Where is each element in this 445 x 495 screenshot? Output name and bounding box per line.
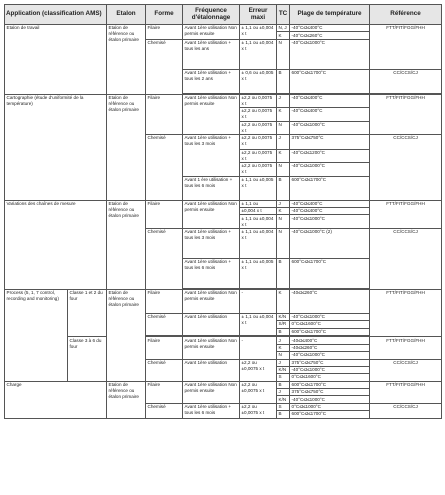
tc-cell: N — [277, 39, 290, 69]
tc-cell: B — [277, 381, 290, 388]
forme-cell: Chemisé — [146, 313, 183, 336]
tc-cell: B — [277, 69, 290, 93]
forme-cell: Filaire — [146, 337, 183, 359]
erreur-cell: - — [240, 289, 277, 313]
plage-cell: 600°C≤t≤1700°C — [290, 328, 370, 335]
reference-cell: FTT/FIT/FGG/FHH — [370, 94, 442, 134]
forme-cell: Filaire — [146, 289, 183, 313]
tc-cell: N — [277, 215, 290, 228]
tc-cell: N — [277, 163, 290, 176]
tc-cell: S/R — [277, 321, 290, 328]
frequence-cell: Avant 1ère utilisation Non permis ensuite — [183, 94, 240, 134]
plage-cell: 0°C≤t≤1000°C — [290, 403, 370, 410]
etalon-cell: Etalon de référence ou étalon primaire — [107, 289, 146, 381]
tc-cell: J — [277, 359, 290, 366]
plage-cell: -40°C≤t≤400°C — [290, 25, 370, 32]
frequence-cell: Avant 1ère utilisation + tous les 6 mois — [183, 403, 240, 418]
tc-cell: J — [277, 94, 290, 107]
erreur-cell: ± 1,1 ou ±0,004 x t — [240, 39, 277, 69]
tc-cell: J — [277, 134, 290, 149]
header-frequence: Fréquence d'étalonnage — [183, 5, 240, 25]
tc-cell: S — [277, 403, 290, 410]
tc-cell: B — [277, 328, 290, 335]
erreur-cell: ± 1,1 ou ±0,004 x t — [240, 215, 277, 228]
frequence-cell: Avant 1ère utilisation Non permis ensuite — [183, 289, 240, 313]
frequence-cell: Avant 1ère utilisation Non permis ensuite — [183, 337, 240, 359]
forme-cell: Filaire — [146, 200, 183, 228]
frequence-cell: Avant 1ère utilisation + tous les 6 mois — [183, 258, 240, 288]
tc-cell: N — [277, 121, 290, 134]
plage-cell: -40°C≤t≤260°C — [290, 32, 370, 39]
plage-cell: -40°C≤t≤1000°C — [290, 39, 370, 69]
erreur-cell: ±2,2 ou 0,0075 x t — [240, 121, 277, 134]
frequence-cell: Avant 1ère utilisation — [183, 313, 240, 336]
reference-cell: CC/CCS/CJ — [370, 359, 442, 381]
plage-cell: -40°C≤t≤1000°C — [290, 396, 370, 403]
tc-cell: B — [277, 411, 290, 418]
application-cell: Charge — [5, 381, 107, 418]
plage-cell: 375°C≤t≤750°C — [290, 359, 370, 366]
erreur-cell: ±2,2 ou ±0,0075 x t — [240, 403, 277, 418]
frequence-cell: Avant 1ère utilisation Non permis ensuite — [183, 381, 240, 403]
forme-cell: Chemisé — [146, 228, 183, 289]
etalon-cell: Etalon de référence ou étalon primaire — [107, 381, 146, 418]
erreur-cell: ±2,2 ou 0,0075 x t — [240, 149, 277, 162]
tc-cell: K — [277, 289, 290, 313]
tc-cell: K — [277, 108, 290, 121]
tc-cell: J — [277, 337, 290, 344]
plage-cell: 600°C≤t≤1700°C — [290, 381, 370, 388]
plage-cell: -40°C≤t≤1000°C — [290, 163, 370, 176]
reference-cell: FTT/FIT/FGG/FHH — [370, 381, 442, 403]
application-cell: Etalon de travail — [5, 25, 107, 95]
tc-cell: S — [277, 374, 290, 381]
reference-cell: CC/CCS/CJ — [370, 69, 442, 93]
tc-cell: K/N — [277, 366, 290, 373]
erreur-cell: ± 0,6 ou ±0,005 x t — [240, 69, 277, 93]
reference-cell: FTT/FIT/FGG/FHH — [370, 289, 442, 337]
forme-cell: Filaire — [146, 381, 183, 403]
plage-cell: -40°C≤t≤1000°C — [290, 366, 370, 373]
plage-cell: 600°C≤t≤1700°C — [290, 69, 370, 93]
reference-cell: FTT/FIT/FGG/FHH — [370, 25, 442, 70]
frequence-cell: Avant 1ère utilisation + tous les 3 mois — [183, 228, 240, 258]
plage-cell: -40°C≤t≤1200°C — [290, 149, 370, 162]
tc-cell: J — [277, 200, 290, 207]
tc-cell: K — [277, 208, 290, 215]
erreur-cell: ± 1,1 ou ±0,004 x t — [240, 228, 277, 258]
plage-cell: -40°C≤t≤400°C — [290, 208, 370, 215]
tc-cell: K — [277, 32, 290, 39]
erreur-cell: ±2,2 ou 0,0075 x t — [240, 163, 277, 176]
erreur-cell: - — [240, 337, 277, 359]
tc-cell: K — [277, 149, 290, 162]
plage-cell: -40°C≤t≤1000°C — [290, 352, 370, 359]
frequence-cell: Avant 1ère utilisation Non permis ensuite — [183, 200, 240, 228]
reference-cell: FTT/FIT/FGG/FHH — [370, 200, 442, 228]
tc-cell: K — [277, 344, 290, 351]
plage-cell: -40°C≤t≤1000°C — [290, 313, 370, 320]
frequence-cell: Avant 1ère utilisation + tous les 3 mois — [183, 134, 240, 176]
erreur-cell: ± 1,1 ou ±0,005 x t — [240, 258, 277, 288]
etalon-cell: Etalon de référence ou étalon primaire — [107, 94, 146, 200]
plage-cell: -40≤t≤400°C — [290, 337, 370, 344]
plage-cell: 0°C≤t≤1600°C — [290, 374, 370, 381]
calibration-requirements-table — [4, 4, 442, 419]
plage-cell: 600°C≤t≤1700°C — [290, 176, 370, 200]
forme-cell: Chemisé — [146, 39, 183, 94]
reference-cell: CC/CCS/CJ — [370, 228, 442, 289]
plage-cell: -40°C≤t≤1000°C — [290, 121, 370, 134]
tc-cell: N — [277, 352, 290, 359]
plage-cell: -40≤t≤260°C — [290, 344, 370, 351]
plage-cell: -40°C≤t≤400°C — [290, 200, 370, 207]
tc-cell: N, J — [277, 25, 290, 32]
erreur-cell: ± 1,1 ou — [240, 200, 277, 207]
reference-cell: CC/CCS/CJ — [370, 134, 442, 200]
forme-cell: Chemisé — [146, 359, 183, 381]
frequence-cell: Avant 1ère utilisation — [183, 359, 240, 381]
header-reference: Référence — [370, 5, 442, 25]
tc-cell: B — [277, 258, 290, 288]
erreur-cell: ±2,2 ou ±0,0075 x t — [240, 359, 277, 381]
frequence-cell: Avant 1 ère utilisation + tous les 6 mois — [183, 176, 240, 200]
application-cell: Variations des chaînes de mesure — [5, 200, 107, 289]
header-tc: TC — [277, 5, 290, 25]
plage-cell: 600°C≤t≤1700°C — [290, 258, 370, 288]
plage-cell: -40≤t≤260°C — [290, 289, 370, 313]
plage-cell: 0°C≤t≤1600°C — [290, 321, 370, 328]
plage-cell: 600°C≤t≤1700°C — [290, 411, 370, 418]
erreur-cell: ±2,2 ou 0,0075 x t — [240, 94, 277, 107]
forme-cell: Filaire — [146, 25, 183, 40]
tc-cell: J — [277, 389, 290, 396]
erreur-cell: ±0,004 x t — [240, 208, 277, 215]
application-subcell: Classe 3 à 6 du four — [68, 337, 107, 381]
plage-cell: -40°C≤t≤400°C — [290, 108, 370, 121]
tc-cell: N — [277, 228, 290, 258]
forme-cell: Chemisé — [146, 134, 183, 200]
forme-cell: Chemisé — [146, 403, 183, 418]
application-cell: Cartographie (étude d'uniformité de la température) — [5, 94, 107, 200]
tc-cell: K/N — [277, 396, 290, 403]
plage-cell: -40°C≤t≤400°C — [290, 94, 370, 107]
plage-cell: -40°C≤t≤1000°C — [290, 215, 370, 228]
erreur-cell: ±2,2 ou 0,0075 x t — [240, 108, 277, 121]
plage-cell: 375°C≤t≤750°C — [290, 134, 370, 149]
reference-cell: CC/CCS/CJ — [370, 403, 442, 418]
plage-cell: 375°C≤t≤750°C — [290, 389, 370, 396]
header-plage: Plage de température — [290, 5, 370, 25]
erreur-cell: ±2,2 ou 0,0075 x t — [240, 134, 277, 149]
erreur-cell: ± 1,1 ou ±0,005 x t — [240, 176, 277, 200]
forme-cell: Filaire — [146, 94, 183, 134]
erreur-cell: ± 1,1 ou ±0,004 x t — [240, 313, 277, 336]
frequence-cell: Avant 1ère utilisation + tous les ans — [183, 39, 240, 69]
application-subcell: Classe 1 et 2 du four — [68, 289, 107, 337]
tc-cell: B — [277, 176, 290, 200]
etalon-cell: Etalon de référence ou étalon primaire — [107, 25, 146, 95]
erreur-cell: ±2,2 ou ±0,0075 x t — [240, 381, 277, 403]
header-erreur: Erreur maxi — [240, 5, 277, 25]
etalon-cell: Etalon de référence ou étalon primaire — [107, 200, 146, 289]
plage-cell: -40°C≤t≤1000°C (2) — [290, 228, 370, 258]
header-etalon: Etalon — [107, 5, 146, 25]
header-application: Application (classification AMS) — [5, 5, 107, 25]
frequence-cell: Avant 1ère utilisation Non permis ensuite — [183, 25, 240, 40]
header-forme: Forme — [146, 5, 183, 25]
application-cell: Process (5, 1, 7 control, recording and monitoring) — [5, 289, 68, 381]
erreur-cell: ± 1,1 ou ±0,004 x t — [240, 25, 277, 40]
reference-cell: FTT/FIT/FGG/FHH — [370, 337, 442, 359]
tc-cell: K/N — [277, 313, 290, 320]
frequence-cell: Avant 1ère utilisation + tous les 2 ans — [183, 69, 240, 93]
